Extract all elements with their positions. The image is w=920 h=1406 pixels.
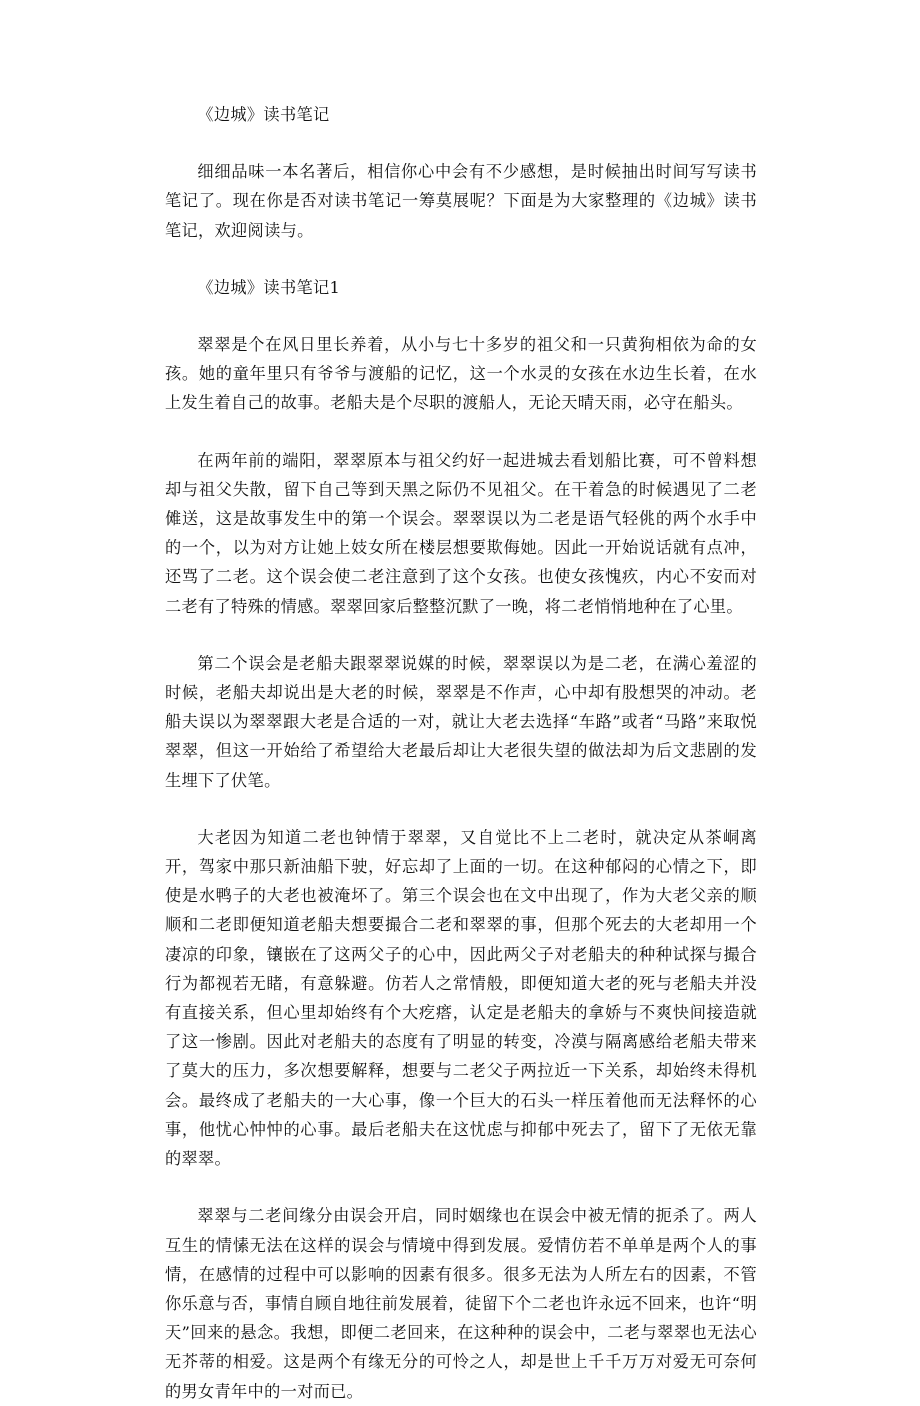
body-paragraph: 翠翠与二老间缘分由误会开启，同时姻缘也在误会中被无情的扼杀了。两人互生的情愫无法在这样的误会与情境中得到发展。爱情仿若不单单是两个人的事情，在感情的过程中可以影响的因素有很多。很多无法为人所左右的因素，不管你乐意与否，事情自顾自地往前发展着，徒留下个二老也许永远不回来，也许“明天”回来的悬念。我想，即便二老回来，在这种种的误会中，二老与翠翠也无法心无芥蒂的相爱。这是两个有缘无分的可怜之人，却是世上千千万万对爱无可奈何的男女青年中的一对而已。 <box>165 1206 757 1401</box>
body-paragraph: 第二个误会是老船夫跟翠翠说媒的时候，翠翠误以为是二老，在满心羞涩的时候，老船夫却说出是大老的时候，翠翠是不作声，心中却有股想哭的冲动。老船夫误以为翠翠跟大老是合适的一对，就让大老去选择“车路”或者“马路”来取悦翠翠，但这一开始给了希望给大老最后却让大老很失望的做法却为后文悲剧的发生埋下了伏笔。 <box>165 653 757 790</box>
document-title: 《边城》读书笔记 <box>197 105 330 124</box>
body-paragraph: 翠翠是个在风日里长养着，从小与七十多岁的祖父和一只黄狗相依为命的女孩。她的童年里只有爷爷与渡船的记忆，这一个水灵的女孩在水边生长着，在水上发生着自己的故事。老船夫是个尽职的渡船人，无论天晴天雨，必守在船头。 <box>165 335 757 413</box>
section-heading: 《边城》读书笔记1 <box>197 277 341 297</box>
intro-paragraph: 细细品味一本名著后，相信你心中会有不少感想，是时候抽出时间写写读书笔记了。现在你是否对读书笔记一筹莫展呢？下面是为大家整理的《边城》读书笔记，欢迎阅读与。 <box>165 162 757 240</box>
body-paragraph: 大老因为知道二老也钟情于翠翠，又自觉比不上二老时，就决定从茶峒离开，驾家中那只新油船下驶，好忘却了上面的一切。在这种郁闷的心情之下，即使是水鸭子的大老也被淹坏了。第三个误会也在文中出现了，作为大老父亲的顺顺和二老即便知道老船夫想要撮合二老和翠翠的事，但那个死去的大老却用一个凄凉的印象，镶嵌在了这两父子的心中，因此两父子对老船夫的种种试探与撮合行为都视若无睹，有意躲避。仿若人之常情般，即便知道大老的死与老船夫并没有直接关系，但心里却始终有个大疙瘩，认定是老船夫的拿娇与不爽快间接造就了这一惨剧。因此对老船夫的态度有了明显的转变，冷漠与隔离感给老船夫带来了莫大的压力，多次想要解释，想要与二老父子两拉近一下关系，却始终未得机会。最终成了老船夫的一大心事，像一个巨大的石头一样压着他而无法释怀的心事，他忧心忡忡的心事。最后老船夫在这忧虑与抑郁中死去了，留下了无依无靠的翠翠。 <box>165 827 757 1169</box>
document-content <box>165 100 757 1406</box>
body-paragraph: 在两年前的端阳，翠翠原本与祖父约好一起进城去看划船比赛，可不曾料想却与祖父失散，留下自己等到天黑之际仍不见祖父。在干着急的时候遇见了二老傩送，这是故事发生中的第一个误会。翠翠误以为二老是语气轻佻的两个水手中的一个，以为对方让她上妓女所在楼层想要欺侮她。因此一开始说话就有点冲，还骂了二老。这个误会使二老注意到了这个女孩。也使女孩愧疚，内心不安而对二老有了特殊的情感。翠翠回家后整整沉默了一晚，将二老悄悄地种在了心里。 <box>165 450 757 616</box>
